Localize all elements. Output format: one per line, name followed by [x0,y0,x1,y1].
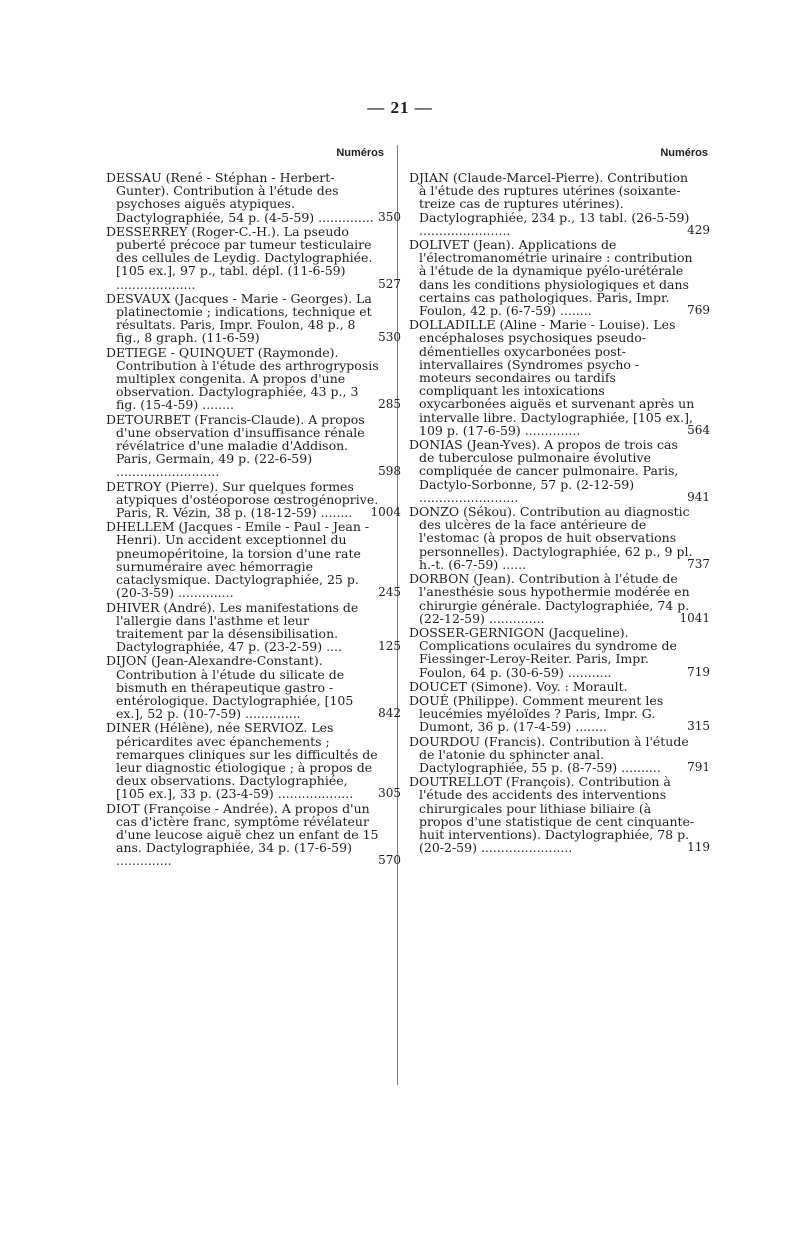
entry-number: 570 [378,853,401,868]
bibliography-entry [106,519,401,601]
bibliography-entry [409,571,710,626]
bibliography-entry [106,290,401,346]
entry-text: DESSAU (René - Stéphan - Herbert-Gunter). Contribution à l'étude des psychoses aiguës atypiques. Dactylographiée, 54 p. (4-5-59) .............. [106,170,374,225]
entry-number: 791 [687,759,710,774]
left-column [106,146,401,869]
entry-text: DOURDOU (Francis). Contribution à l'étude de l'atonie du sphincter anal. Dactylographiée, 55 p. (8-7-59) .......... [409,733,689,775]
entry-number: 245 [378,585,401,600]
entry-text: DESSERREY (Roger-C.-H.). La pseudo puberté précoce par tumeur testiculaire des cellules de Leydig. Dactylographiée. [105 ex.], 97 p., tabl. dépl. (11-6-59) .................... [106,223,373,292]
entry-text: DOUÉ (Philippe). Comment meurent les leucémies myéloïdes ? Paris, Impr. G. Dumont, 36 p. (17-4-59) ........ [409,692,664,735]
bibliography-entry [106,223,401,292]
entry-number: 125 [378,639,401,654]
entry-text: DHIVER (André). Les manifestations de l'allergie dans l'asthme et leur traitement par la désensibilisation. Dactylographiée, 47 p. (23-2-59) .... [106,599,359,655]
bibliography-entry [106,344,401,413]
entry-number: 429 [687,222,710,237]
entry-text: DJIAN (Claude-Marcel-Pierre). Contribution à l'étude des ruptures utérines (soixante-treize cas de ruptures utérines). Dactylographiée, 234 p., 13 tabl. (26-5-59) ....................... [409,170,690,238]
bibliography-entry [106,170,401,225]
entry-number: 527 [378,276,401,291]
bibliography-entry [106,411,401,480]
entry-text: DESVAUX (Jacques - Marie - Georges). La platinectomie ; indications, technique et résultats. Paris, Impr. Foulon, 48 p., 8 fig., 8 graph. (11-6-59) [106,290,372,346]
entry-text: DINER (Hélène), née SERVIOZ. Les péricardites avec épanchements ; remarques cliniques sur les difficultés de leur diagnostic étiologique ; à propos de deux observations. Dactylographiée, [105 ex.], 33 p. (23-4-59) ................... [106,720,378,802]
bibliography-entry [106,599,401,655]
entry-number: 285 [378,397,401,412]
entry-list [409,170,710,856]
entry-text: DETOURBET (Francis-Claude). A propos d'une observation d'insuffisance rénale révélatrice d'une maladie d'Addison. Paris, Germain, 49 p. (22-6-59) .......................... [106,411,365,480]
bibliography-entry [409,692,710,735]
entry-text: DOUCET (Simone). Voy. : Morault. [409,678,628,694]
bibliography-entry [409,774,710,856]
entry-number: 315 [687,719,710,734]
entry-number: 842 [378,706,401,721]
bibliography-entry [409,437,710,505]
entry-list [106,170,401,869]
column-header: Numéros [336,147,384,159]
entry-text: DIJON (Jean-Alexandre-Constant). Contribution à l'étude du silicate de bismuth en thérapeutique gastro - entérologique. Dactylographiée, [105 ex.], 52 p. (10-7-59) .............. [106,653,354,722]
bibliography-entry [409,733,710,775]
entry-number: 1004 [370,505,401,520]
entry-number: 941 [687,489,710,504]
entry-number: 719 [687,664,710,679]
entry-number: 564 [687,422,710,437]
page-number: — 21 — [367,98,433,117]
right-column [409,146,710,856]
entry-text: DONZO (Sékou). Contribution au diagnostic des ulcères de la face antérieure de l'estomac (à propos de huit observations personnelles). Dactylographiée, 62 p., 9 pl. h.-t. (6-7-59) ...... [409,504,693,572]
entry-text: DOLIVET (Jean). Applications de l'électromanométrie urinaire : contribution à l'étude de la dynamique pyélo-urétérale dans les conditions physiologiques et dans certains cas pathologiques. Paris, Impr. Foulon, 42 p. (6-7-59) ........ [409,237,693,319]
entry-number: 598 [378,464,401,479]
entry-text: DETROY (Pierre). Sur quelques formes atypiques d'ostéoporose œstrogénoprive. Paris, R. Vézin, 38 p. (18-12-59) ........ [106,478,379,521]
entry-number: 350 [378,209,401,224]
bibliography-entry [409,680,695,693]
entry-text: DOLLADILLE (Aline - Marie - Louise). Les encéphaloses psychosiques pseudo-démentielles oxycarbonées post-intervallaires (Syndromes psycho - moteurs secondaires ou tardifs compliquant les intoxications oxycarbonées aiguës et survenant après un intervalle libre. Dactylographiée, [105 ex.], 109 p. (17-6-59) .............. [409,317,695,438]
entry-text: DORBON (Jean). Contribution à l'étude de l'anesthésie sous hypothermie modérée en chirurgie générale. Dactylographiée, 74 p. (22-12-59) .............. [409,571,690,626]
entry-number: 305 [378,786,401,801]
entry-number: 737 [687,556,710,571]
bibliography-entry [106,653,401,722]
entry-text: DETIEGE - QUINQUET (Raymonde). Contribution à l'étude des arthrogryposis multiplex congenita. A propos d'une observation. Dactylographiée, 43 p., 3 fig. (15-4-59) ........ [106,344,379,413]
entry-text: DOSSER-GERNIGON (Jacqueline). Complications oculaires du syndrome de Fiessinger-Leroy-Reiter. Paris, Impr. Foulon, 64 p. (30-6-59) ........... [409,624,677,680]
entry-text: DONIAS (Jean-Yves). A propos de trois cas de tuberculose pulmonaire évolutive compliquée de cancer pulmonaire. Paris, Dactylo-Sorbonne, 57 p. (2-12-59) ......................... [409,437,679,505]
bibliography-entry [409,170,710,238]
bibliography-entry [409,504,710,572]
bibliography-entry [106,720,401,802]
entry-number: 119 [687,840,710,855]
bibliography-entry [409,624,710,680]
bibliography-entry [106,478,401,521]
column-header: Numéros [660,147,708,159]
entry-number: 530 [378,330,401,345]
entry-number: 1041 [679,610,710,625]
bibliography-entry [409,317,710,438]
entry-text: DHELLEM (Jacques - Emile - Paul - Jean - Henri). Un accident exceptionnel du pneumopéritoine, la torsion d'une rate surnuméraire avec hémorragie cataclysmique. Dactylographiée, 25 p. (20-3-59) .............. [106,519,370,601]
bibliography-entry [409,237,710,319]
entry-number: 769 [687,303,710,318]
entry-text: DOUTRELLOT (François). Contribution à l'étude des accidents des interventions chirurgicales pour lithiase biliaire (à propos d'une statistique de cent cinquante-huit interventions). Dactylographiée, 78 p. (20-2-59) ....................... [409,774,695,856]
bibliography-entry [106,800,401,869]
entry-text: DIOT (Françoise - Andrée). A propos d'un cas d'ictère franc, symptôme révélateur d'une leucose aiguë chez un enfant de 15 ans. Dactylographiée, 34 p. (17-6-59) .............. [106,800,379,869]
